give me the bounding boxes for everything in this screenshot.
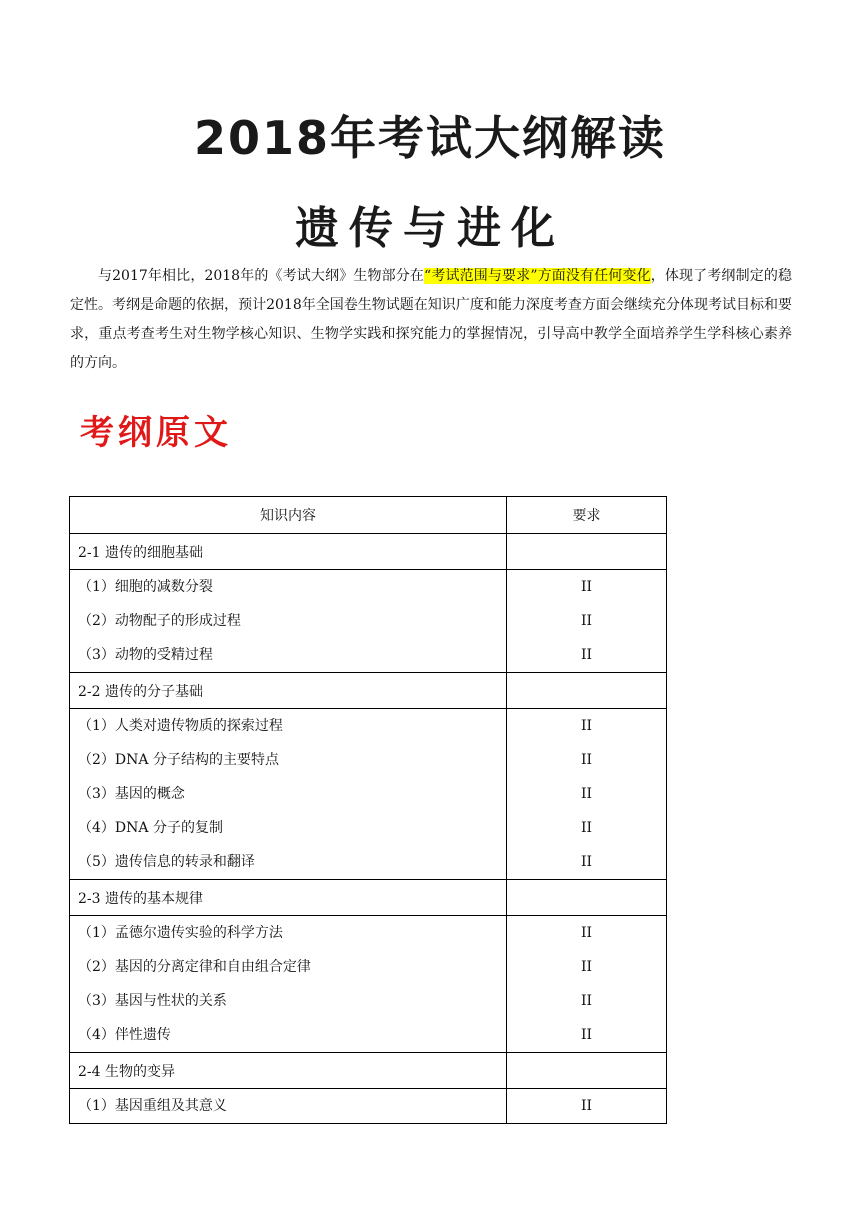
- items-requirement-cell: [507, 916, 667, 1053]
- group-title: 2-2 遗传的分子基础: [70, 673, 507, 709]
- group-title: 2-4 生物的变异: [70, 1053, 507, 1089]
- intro-highlight: “考试范围与要求”方面没有任何变化: [424, 268, 651, 284]
- items-content-cell: [70, 570, 507, 673]
- item-label: （3）基因的概念: [78, 786, 185, 802]
- items-content-cell: [70, 709, 507, 880]
- item-requirement: II: [580, 647, 593, 663]
- item-requirement: II: [580, 579, 593, 595]
- items-content-cell: [70, 1089, 507, 1124]
- group-requirement-empty: [507, 880, 667, 916]
- item-label: （5）遗传信息的转录和翻译: [78, 854, 255, 870]
- item-requirement: II: [580, 786, 593, 802]
- items-requirement-cell: [507, 1089, 667, 1124]
- item-label: （2）动物配子的形成过程: [78, 613, 241, 629]
- page-title: 2018年考试大纲解读: [193, 111, 667, 165]
- items-requirement-cell: [507, 570, 667, 673]
- item-requirement: II: [580, 1027, 593, 1043]
- item-label: （2）DNA 分子结构的主要特点: [78, 752, 279, 768]
- item-label: （4）DNA 分子的复制: [78, 820, 223, 836]
- group-requirement-empty: [507, 1053, 667, 1089]
- section-heading: 考纲原文: [80, 413, 232, 453]
- item-requirement: II: [580, 820, 593, 836]
- table-group-row: [70, 673, 667, 709]
- item-requirement: II: [580, 718, 593, 734]
- item-label: （3）基因与性状的关系: [78, 993, 227, 1009]
- table-items-row: [70, 570, 667, 673]
- table-group-row: [70, 1053, 667, 1089]
- group-title: 2-3 遗传的基本规律: [70, 880, 507, 916]
- item-label: （1）孟德尔遗传实验的科学方法: [78, 925, 283, 941]
- group-requirement-empty: [507, 673, 667, 709]
- intro-text-before: 与2017年相比，2018年的《考试大纲》生物部分在: [98, 268, 425, 284]
- item-requirement: II: [580, 613, 593, 629]
- item-requirement: II: [580, 993, 593, 1009]
- items-requirement-cell: [507, 709, 667, 880]
- table-header-row: [70, 497, 667, 534]
- item-label: （1）细胞的减数分裂: [78, 579, 213, 595]
- outline-table: [69, 496, 667, 1124]
- header-requirement: 要求: [507, 497, 667, 534]
- item-label: （3）动物的受精过程: [78, 647, 213, 663]
- table-items-row: [70, 916, 667, 1053]
- intro-paragraph: [70, 262, 792, 378]
- page-subtitle: 遗传与进化: [295, 203, 565, 254]
- item-label: （2）基因的分离定律和自由组合定律: [78, 959, 311, 975]
- header-content: 知识内容: [70, 497, 507, 534]
- item-label: （1）基因重组及其意义: [78, 1098, 227, 1114]
- items-content-cell: [70, 916, 507, 1053]
- item-requirement: II: [580, 854, 593, 870]
- item-requirement: II: [580, 959, 593, 975]
- group-title: 2-1 遗传的细胞基础: [70, 534, 507, 570]
- item-requirement: II: [580, 752, 593, 768]
- intro-text-after: ，体现了考纲制定的稳定性。考纲是命题的依据，预计2018年全国卷生物试题在知识广度和能力深度考查方面会继续充分体现考试目标和要求，重点考查考生对生物学核心知识、生物学实践和探究能力的掌握情况，引导高中教学全面培养学生学科核心素养的方向。: [70, 268, 792, 371]
- item-label: （4）伴性遗传: [78, 1027, 171, 1043]
- table-group-row: [70, 880, 667, 916]
- item-label: （1）人类对遗传物质的探索过程: [78, 718, 283, 734]
- item-requirement: II: [580, 1098, 593, 1114]
- group-requirement-empty: [507, 534, 667, 570]
- item-requirement: II: [580, 925, 593, 941]
- table-items-row: [70, 709, 667, 880]
- table-group-row: [70, 534, 667, 570]
- table-items-row: [70, 1089, 667, 1124]
